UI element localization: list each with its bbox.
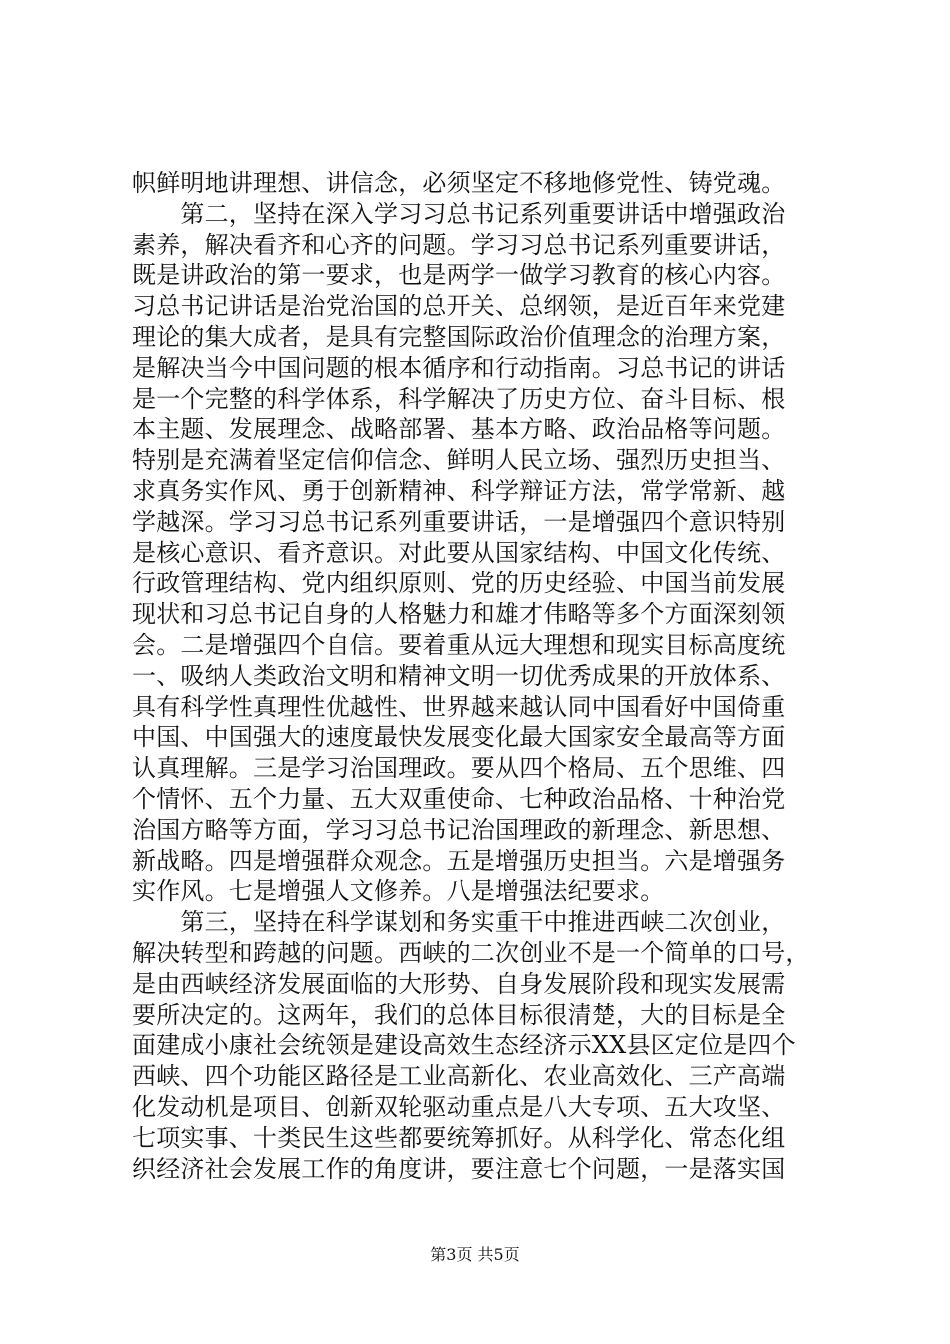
text-line: 特别是充满着坚定信仰信念、鲜明人民立场、强烈历史担当、 — [132, 446, 786, 475]
body-text — [132, 168, 822, 1184]
text-line: 学越深。学习习总书记系列重要讲话，一是增强四个意识特别 — [132, 507, 786, 536]
text-line: 习总书记讲话是治党治国的总开关、总纲领，是近百年来党建 — [132, 292, 786, 321]
text-line: 是一个完整的科学体系，科学解决了历史方位、奋斗目标、根 — [132, 384, 786, 413]
text-line: 第二，坚持在深入学习习总书记系列重要讲话中增强政治 — [132, 199, 786, 228]
page-footer: 第3页 共5页 — [430, 1245, 520, 1264]
text-line: 既是讲政治的第一要求，也是两学一做学习教育的核心内容。 — [132, 261, 786, 290]
text-line: 要所决定的。这两年，我们的总体目标很清楚，大的目标是全 — [132, 1000, 786, 1029]
text-line: 求真务实作风、勇于创新精神、科学辩证方法，常学常新、越 — [132, 476, 786, 505]
text-line: 认真理解。三是学习治国理政。要从四个格局、五个思维、四 — [132, 754, 786, 783]
text-line: 实作风。七是增强人文修养。八是增强法纪要求。 — [132, 877, 665, 906]
text-line: 西峡、四个功能区路径是工业高新化、农业高效化、三产高端 — [132, 1062, 786, 1091]
text-line: 七项实事、十类民生这些都要统筹抓好。从科学化、常态化组 — [132, 1123, 786, 1152]
text-line: 治国方略等方面，学习习总书记治国理政的新理念、新思想、 — [132, 815, 786, 844]
text-line: 是核心意识、看齐意识。对此要从国家结构、中国文化传统、 — [132, 538, 786, 567]
text-line: 新战略。四是增强群众观念。五是增强历史担当。六是增强务 — [132, 846, 786, 875]
text-line: 具有科学性真理性优越性、世界越来越认同中国看好中国倚重 — [132, 692, 786, 721]
text-line: 织经济社会发展工作的角度讲，要注意七个问题，一是落实国 — [132, 1154, 786, 1183]
text-line: 理论的集大成者，是具有完整国际政治价值理念的治理方案， — [132, 322, 786, 351]
text-line: 第三，坚持在科学谋划和务实重干中推进西峡二次创业， — [132, 908, 786, 937]
text-line: 是解决当今中国问题的根本循序和行动指南。习总书记的讲话 — [132, 353, 786, 382]
text-line: 中国、中国强大的速度最快发展变化最大国家安全最高等方面 — [132, 723, 786, 752]
text-line: 本主题、发展理念、战略部署、基本方略、政治品格等问题。 — [132, 415, 786, 444]
text-line: 一、吸纳人类政治文明和精神文明一切优秀成果的开放体系、 — [132, 661, 786, 690]
text-line: 帜鲜明地讲理想、讲信念，必须坚定不移地修党性、铸党魂。 — [132, 169, 786, 197]
text-line: 个情怀、五个力量、五大双重使命、七种政治品格、十种治党 — [132, 784, 786, 813]
text-line: 是由西峡经济发展面临的大形势、自身发展阶段和现实发展需 — [132, 969, 786, 998]
text-line: 现状和习总书记自身的人格魅力和雄才伟略等多个方面深刻领 — [132, 600, 786, 629]
text-line: 行政管理结构、党内组织原则、党的历史经验、中国当前发展 — [132, 569, 786, 598]
text-line: 面建成小康社会统领是建设高效生态经济示XX县区定位是四个 — [132, 1031, 796, 1060]
text-line: 解决转型和跨越的问题。西峡的二次创业不是一个简单的口号， — [132, 938, 810, 967]
text-line: 会。二是增强四个自信。要着重从远大理想和现实目标高度统 — [132, 630, 786, 659]
text-line: 素养，解决看齐和心齐的问题。学习习总书记系列重要讲话， — [132, 230, 786, 259]
text-line: 化发动机是项目、创新双轮驱动重点是八大专项、五大攻坚、 — [132, 1092, 786, 1121]
